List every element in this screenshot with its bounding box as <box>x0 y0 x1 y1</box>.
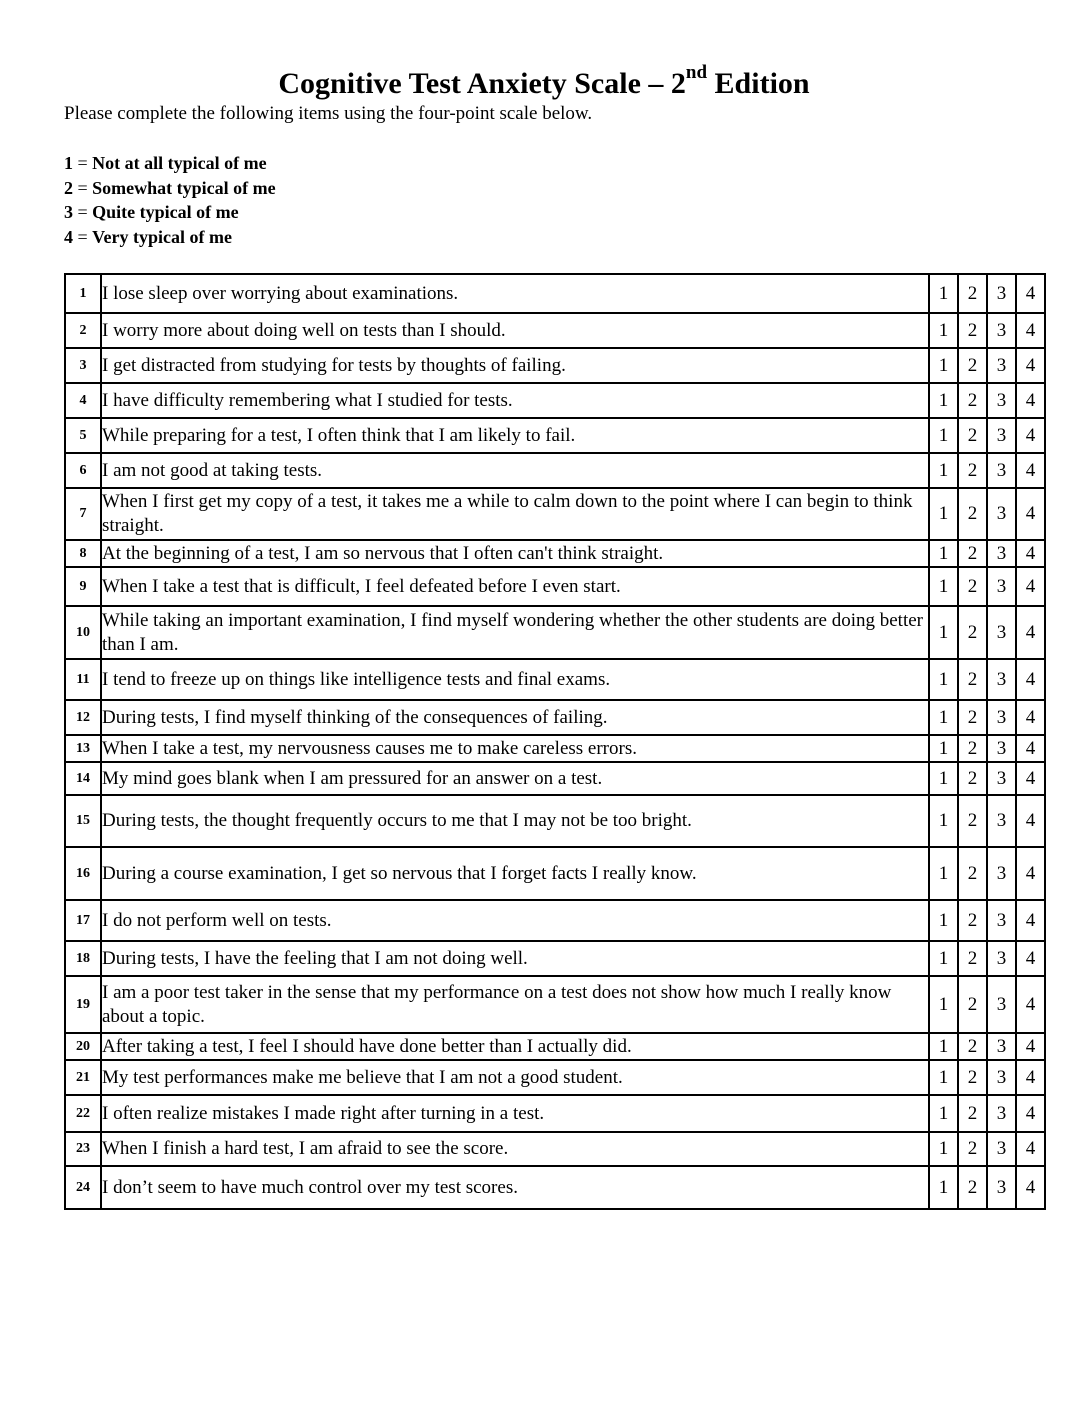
rating-option-4[interactable]: 4 <box>1016 1060 1045 1095</box>
item-statement: I get distracted from studying for tests by thoughts of failing. <box>101 348 929 383</box>
rating-option-3[interactable]: 3 <box>987 735 1016 762</box>
rating-option-4[interactable]: 4 <box>1016 348 1045 383</box>
rating-option-3[interactable]: 3 <box>987 795 1016 847</box>
rating-option-2[interactable]: 2 <box>958 847 987 900</box>
rating-option-4[interactable]: 4 <box>1016 976 1045 1033</box>
rating-option-3[interactable]: 3 <box>987 941 1016 976</box>
item-statement: When I finish a hard test, I am afraid to see the score. <box>101 1132 929 1166</box>
rating-option-1[interactable]: 1 <box>929 567 958 606</box>
item-number: 14 <box>65 762 101 795</box>
item-statement: During tests, I find myself thinking of the consequences of failing. <box>101 700 929 735</box>
item-row <box>65 567 1045 606</box>
page-title <box>0 64 1088 104</box>
item-number: 4 <box>65 383 101 418</box>
rating-option-1[interactable]: 1 <box>929 453 958 488</box>
title-superscript: nd <box>685 62 708 83</box>
rating-option-1[interactable]: 1 <box>929 1166 958 1209</box>
item-row <box>65 274 1045 313</box>
item-number: 2 <box>65 313 101 348</box>
item-row <box>65 795 1045 847</box>
item-number: 17 <box>65 900 101 941</box>
rating-option-3[interactable]: 3 <box>987 453 1016 488</box>
rating-option-3[interactable]: 3 <box>987 606 1016 659</box>
rating-option-1[interactable]: 1 <box>929 976 958 1033</box>
rating-option-4[interactable]: 4 <box>1016 606 1045 659</box>
items-table <box>64 273 1046 1210</box>
item-statement: I tend to freeze up on things like intelligence tests and final exams. <box>101 659 929 700</box>
rating-option-2[interactable]: 2 <box>958 795 987 847</box>
scale-legend-item: 4 = Very typical of me <box>64 227 232 248</box>
rating-option-2[interactable]: 2 <box>958 735 987 762</box>
rating-option-2[interactable]: 2 <box>958 1095 987 1132</box>
rating-option-1[interactable]: 1 <box>929 1033 958 1060</box>
item-row <box>65 1095 1045 1132</box>
instructions: Please complete the following items using the four-point scale below. <box>64 103 593 124</box>
rating-option-1[interactable]: 1 <box>929 900 958 941</box>
rating-option-2[interactable]: 2 <box>958 383 987 418</box>
rating-option-3[interactable]: 3 <box>987 540 1016 567</box>
item-statement: When I take a test, my nervousness causes me to make careless errors. <box>101 735 929 762</box>
rating-option-3[interactable]: 3 <box>987 418 1016 453</box>
item-number: 5 <box>65 418 101 453</box>
rating-option-4[interactable]: 4 <box>1016 847 1045 900</box>
item-row <box>65 735 1045 762</box>
items-table-body <box>65 274 1045 1209</box>
rating-option-1[interactable]: 1 <box>929 795 958 847</box>
scale-legend-item: 2 = Somewhat typical of me <box>64 177 276 198</box>
rating-option-2[interactable]: 2 <box>958 540 987 567</box>
rating-option-2[interactable]: 2 <box>958 659 987 700</box>
rating-option-2[interactable]: 2 <box>958 1166 987 1209</box>
rating-option-4[interactable]: 4 <box>1016 540 1045 567</box>
title-suffix: Edition <box>707 67 810 100</box>
rating-option-4[interactable]: 4 <box>1016 795 1045 847</box>
rating-option-4[interactable]: 4 <box>1016 1132 1045 1166</box>
rating-option-4[interactable]: 4 <box>1016 383 1045 418</box>
item-row <box>65 762 1045 795</box>
rating-option-3[interactable]: 3 <box>987 348 1016 383</box>
item-number: 22 <box>65 1095 101 1132</box>
scale-legend <box>64 151 276 250</box>
item-statement: I do not perform well on tests. <box>101 900 929 941</box>
rating-option-1[interactable]: 1 <box>929 1060 958 1095</box>
rating-option-2[interactable]: 2 <box>958 941 987 976</box>
item-number: 23 <box>65 1132 101 1166</box>
item-row <box>65 900 1045 941</box>
item-row <box>65 941 1045 976</box>
item-number: 6 <box>65 453 101 488</box>
item-row <box>65 1166 1045 1209</box>
rating-option-2[interactable]: 2 <box>958 900 987 941</box>
rating-option-1[interactable]: 1 <box>929 762 958 795</box>
rating-option-2[interactable]: 2 <box>958 1060 987 1095</box>
rating-option-1[interactable]: 1 <box>929 606 958 659</box>
rating-option-2[interactable]: 2 <box>958 418 987 453</box>
item-statement: I worry more about doing well on tests than I should. <box>101 313 929 348</box>
item-row <box>65 540 1045 567</box>
rating-option-1[interactable]: 1 <box>929 274 958 313</box>
rating-option-4[interactable]: 4 <box>1016 900 1045 941</box>
item-row <box>65 847 1045 900</box>
rating-option-1[interactable]: 1 <box>929 418 958 453</box>
item-row <box>65 383 1045 418</box>
item-number: 7 <box>65 488 101 540</box>
rating-option-2[interactable]: 2 <box>958 274 987 313</box>
item-number: 1 <box>65 274 101 313</box>
rating-option-1[interactable]: 1 <box>929 383 958 418</box>
rating-option-1[interactable]: 1 <box>929 847 958 900</box>
item-statement: When I take a test that is difficult, I feel defeated before I even start. <box>101 567 929 606</box>
item-row <box>65 659 1045 700</box>
rating-option-2[interactable]: 2 <box>958 567 987 606</box>
rating-option-3[interactable]: 3 <box>987 1033 1016 1060</box>
item-statement: After taking a test, I feel I should have done better than I actually did. <box>101 1033 929 1060</box>
item-row <box>65 488 1045 540</box>
rating-option-1[interactable]: 1 <box>929 488 958 540</box>
rating-option-3[interactable]: 3 <box>987 488 1016 540</box>
item-number: 10 <box>65 606 101 659</box>
rating-option-3[interactable]: 3 <box>987 1095 1016 1132</box>
item-number: 15 <box>65 795 101 847</box>
rating-option-4[interactable]: 4 <box>1016 567 1045 606</box>
rating-option-3[interactable]: 3 <box>987 659 1016 700</box>
rating-option-1[interactable]: 1 <box>929 313 958 348</box>
rating-option-3[interactable]: 3 <box>987 847 1016 900</box>
title-main: Cognitive Test Anxiety Scale – 2 <box>278 67 686 100</box>
item-statement: I am a poor test taker in the sense that my performance on a test does not show how much I really know about a topic. <box>101 976 929 1033</box>
rating-option-3[interactable]: 3 <box>987 274 1016 313</box>
rating-option-2[interactable]: 2 <box>958 348 987 383</box>
item-number: 11 <box>65 659 101 700</box>
item-statement: While preparing for a test, I often think that I am likely to fail. <box>101 418 929 453</box>
item-row <box>65 348 1045 383</box>
rating-option-3[interactable]: 3 <box>987 1060 1016 1095</box>
item-number: 12 <box>65 700 101 735</box>
item-statement: I often realize mistakes I made right after turning in a test. <box>101 1095 929 1132</box>
rating-option-1[interactable]: 1 <box>929 1095 958 1132</box>
item-number: 20 <box>65 1033 101 1060</box>
rating-option-2[interactable]: 2 <box>958 606 987 659</box>
item-row <box>65 1060 1045 1095</box>
item-row <box>65 606 1045 659</box>
rating-option-4[interactable]: 4 <box>1016 418 1045 453</box>
rating-option-1[interactable]: 1 <box>929 941 958 976</box>
item-statement: During tests, the thought frequently occurs to me that I may not be too bright. <box>101 795 929 847</box>
rating-option-3[interactable]: 3 <box>987 1166 1016 1209</box>
rating-option-3[interactable]: 3 <box>987 383 1016 418</box>
item-statement: I have difficulty remembering what I studied for tests. <box>101 383 929 418</box>
rating-option-4[interactable]: 4 <box>1016 313 1045 348</box>
rating-option-2[interactable]: 2 <box>958 313 987 348</box>
rating-option-1[interactable]: 1 <box>929 1132 958 1166</box>
rating-option-4[interactable]: 4 <box>1016 453 1045 488</box>
rating-option-3[interactable]: 3 <box>987 313 1016 348</box>
item-row <box>65 453 1045 488</box>
item-statement: During a course examination, I get so nervous that I forget facts I really know. <box>101 847 929 900</box>
item-row <box>65 976 1045 1033</box>
rating-option-4[interactable]: 4 <box>1016 941 1045 976</box>
item-number: 9 <box>65 567 101 606</box>
item-statement: While taking an important examination, I find myself wondering whether the other students are doing better than I am. <box>101 606 929 659</box>
item-number: 3 <box>65 348 101 383</box>
rating-option-4[interactable]: 4 <box>1016 488 1045 540</box>
rating-option-4[interactable]: 4 <box>1016 735 1045 762</box>
item-row <box>65 418 1045 453</box>
rating-option-4[interactable]: 4 <box>1016 1095 1045 1132</box>
rating-option-4[interactable]: 4 <box>1016 1033 1045 1060</box>
rating-option-3[interactable]: 3 <box>987 567 1016 606</box>
rating-option-4[interactable]: 4 <box>1016 274 1045 313</box>
rating-option-2[interactable]: 2 <box>958 700 987 735</box>
item-number: 8 <box>65 540 101 567</box>
item-statement: At the beginning of a test, I am so nervous that I often can't think straight. <box>101 540 929 567</box>
scale-legend-item: 3 = Quite typical of me <box>64 202 239 223</box>
rating-option-3[interactable]: 3 <box>987 700 1016 735</box>
item-statement: I lose sleep over worrying about examinations. <box>101 274 929 313</box>
rating-option-2[interactable]: 2 <box>958 488 987 540</box>
item-statement: My mind goes blank when I am pressured for an answer on a test. <box>101 762 929 795</box>
rating-option-3[interactable]: 3 <box>987 900 1016 941</box>
rating-option-4[interactable]: 4 <box>1016 700 1045 735</box>
rating-option-3[interactable]: 3 <box>987 1132 1016 1166</box>
item-number: 19 <box>65 976 101 1033</box>
rating-option-2[interactable]: 2 <box>958 1033 987 1060</box>
item-row <box>65 313 1045 348</box>
item-number: 18 <box>65 941 101 976</box>
item-number: 13 <box>65 735 101 762</box>
rating-option-1[interactable]: 1 <box>929 700 958 735</box>
rating-option-4[interactable]: 4 <box>1016 762 1045 795</box>
rating-option-1[interactable]: 1 <box>929 348 958 383</box>
item-statement: I don’t seem to have much control over my test scores. <box>101 1166 929 1209</box>
rating-option-3[interactable]: 3 <box>987 762 1016 795</box>
item-statement: I am not good at taking tests. <box>101 453 929 488</box>
scale-legend-item: 1 = Not at all typical of me <box>64 153 267 173</box>
item-number: 16 <box>65 847 101 900</box>
rating-option-2[interactable]: 2 <box>958 976 987 1033</box>
item-number: 21 <box>65 1060 101 1095</box>
item-row <box>65 1132 1045 1166</box>
item-row <box>65 1033 1045 1060</box>
item-statement: When I first get my copy of a test, it takes me a while to calm down to the point where I can begin to think straight. <box>101 488 929 540</box>
rating-option-1[interactable]: 1 <box>929 540 958 567</box>
rating-option-4[interactable]: 4 <box>1016 1166 1045 1209</box>
rating-option-2[interactable]: 2 <box>958 762 987 795</box>
item-number: 24 <box>65 1166 101 1209</box>
item-statement: During tests, I have the feeling that I am not doing well. <box>101 941 929 976</box>
rating-option-4[interactable]: 4 <box>1016 659 1045 700</box>
rating-option-1[interactable]: 1 <box>929 735 958 762</box>
rating-option-3[interactable]: 3 <box>987 976 1016 1033</box>
item-row <box>65 700 1045 735</box>
rating-option-2[interactable]: 2 <box>958 1132 987 1166</box>
rating-option-2[interactable]: 2 <box>958 453 987 488</box>
rating-option-1[interactable]: 1 <box>929 659 958 700</box>
item-statement: My test performances make me believe that I am not a good student. <box>101 1060 929 1095</box>
